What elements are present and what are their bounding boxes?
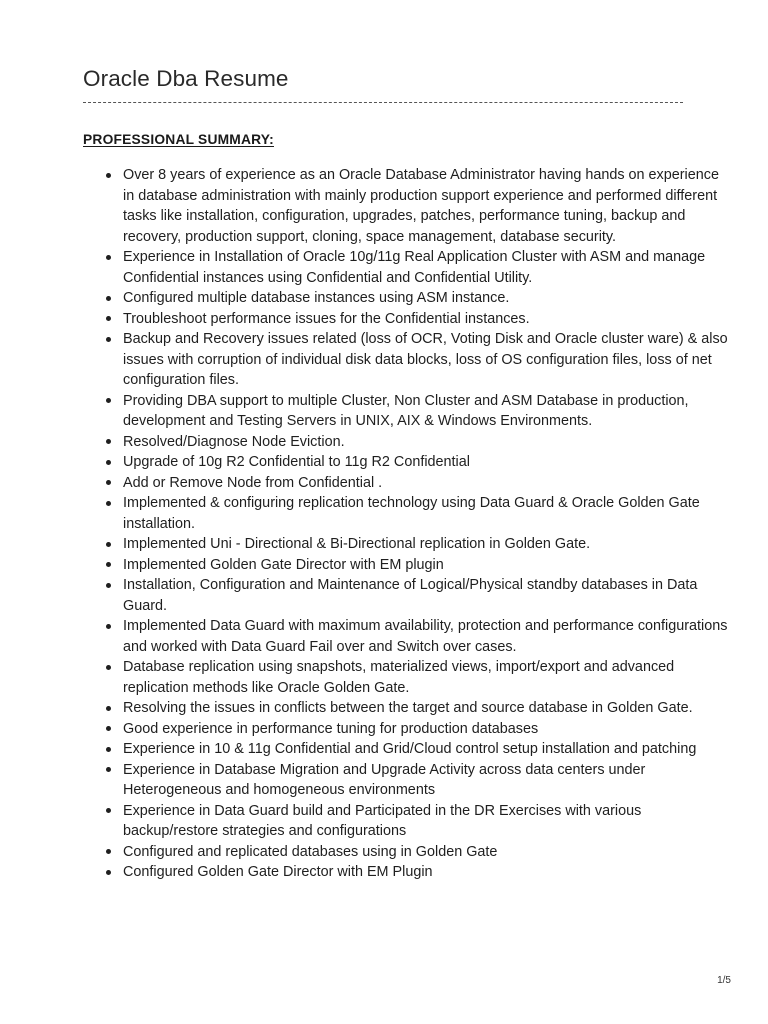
summary-item: Upgrade of 10g R2 Confidential to 11g R2 Confidential (123, 452, 733, 473)
title-dashed-divider (83, 102, 683, 103)
summary-item: Providing DBA support to multiple Cluster, Non Cluster and ASM Database in production, development and Testing Servers in UNIX, AIX & Windows Environments. (123, 391, 733, 432)
summary-item: Good experience in performance tuning for production databases (123, 719, 733, 740)
summary-item: Implemented & configuring replication technology using Data Guard & Oracle Golden Gate installation. (123, 493, 733, 534)
summary-item: Database replication using snapshots, materialized views, import/export and advanced replication methods like Oracle Golden Gate. (123, 657, 733, 698)
summary-item: Over 8 years of experience as an Oracle Database Administrator having hands on experience in database administration with mainly production support experience and performed different tasks like installation, configuration, upgrades, patches, performance tuning, backup and recovery, production support, cloning, space management, database security. (123, 165, 733, 247)
page-number: 1/5 (717, 975, 731, 986)
professional-summary-list (83, 165, 733, 883)
summary-item: Add or Remove Node from Confidential . (123, 473, 733, 494)
summary-item: Troubleshoot performance issues for the Confidential instances. (123, 309, 733, 330)
summary-item: Implemented Golden Gate Director with EM plugin (123, 555, 733, 576)
summary-item: Implemented Data Guard with maximum availability, protection and performance configurations and worked with Data Guard Fail over and Switch over cases. (123, 616, 733, 657)
document-title: Oracle Dba Resume (83, 66, 289, 91)
summary-item: Resolved/Diagnose Node Eviction. (123, 432, 733, 453)
summary-item: Configured Golden Gate Director with EM Plugin (123, 862, 733, 883)
summary-item: Experience in Database Migration and Upgrade Activity across data centers under Heterogeneous and homogeneous environments (123, 760, 733, 801)
summary-item: Experience in Data Guard build and Participated in the DR Exercises with various backup/restore strategies and configurations (123, 801, 733, 842)
summary-item: Implemented Uni - Directional & Bi-Directional replication in Golden Gate. (123, 534, 733, 555)
summary-item: Experience in Installation of Oracle 10g/11g Real Application Cluster with ASM and manage Confidential instances using Confidential and Confidential Utility. (123, 247, 733, 288)
summary-item: Backup and Recovery issues related (loss of OCR, Voting Disk and Oracle cluster ware) & also issues with corruption of individual disk data blocks, loss of OS configuration files, loss of net configuration files. (123, 329, 733, 391)
summary-item: Resolving the issues in conflicts between the target and source database in Golden Gate. (123, 698, 733, 719)
summary-item: Installation, Configuration and Maintenance of Logical/Physical standby databases in Data Guard. (123, 575, 733, 616)
summary-item: Configured multiple database instances using ASM instance. (123, 288, 733, 309)
summary-item: Configured and replicated databases using in Golden Gate (123, 842, 733, 863)
section-heading-professional-summary: PROFESSIONAL SUMMARY: (83, 132, 274, 147)
summary-item: Experience in 10 & 11g Confidential and Grid/Cloud control setup installation and patching (123, 739, 733, 760)
